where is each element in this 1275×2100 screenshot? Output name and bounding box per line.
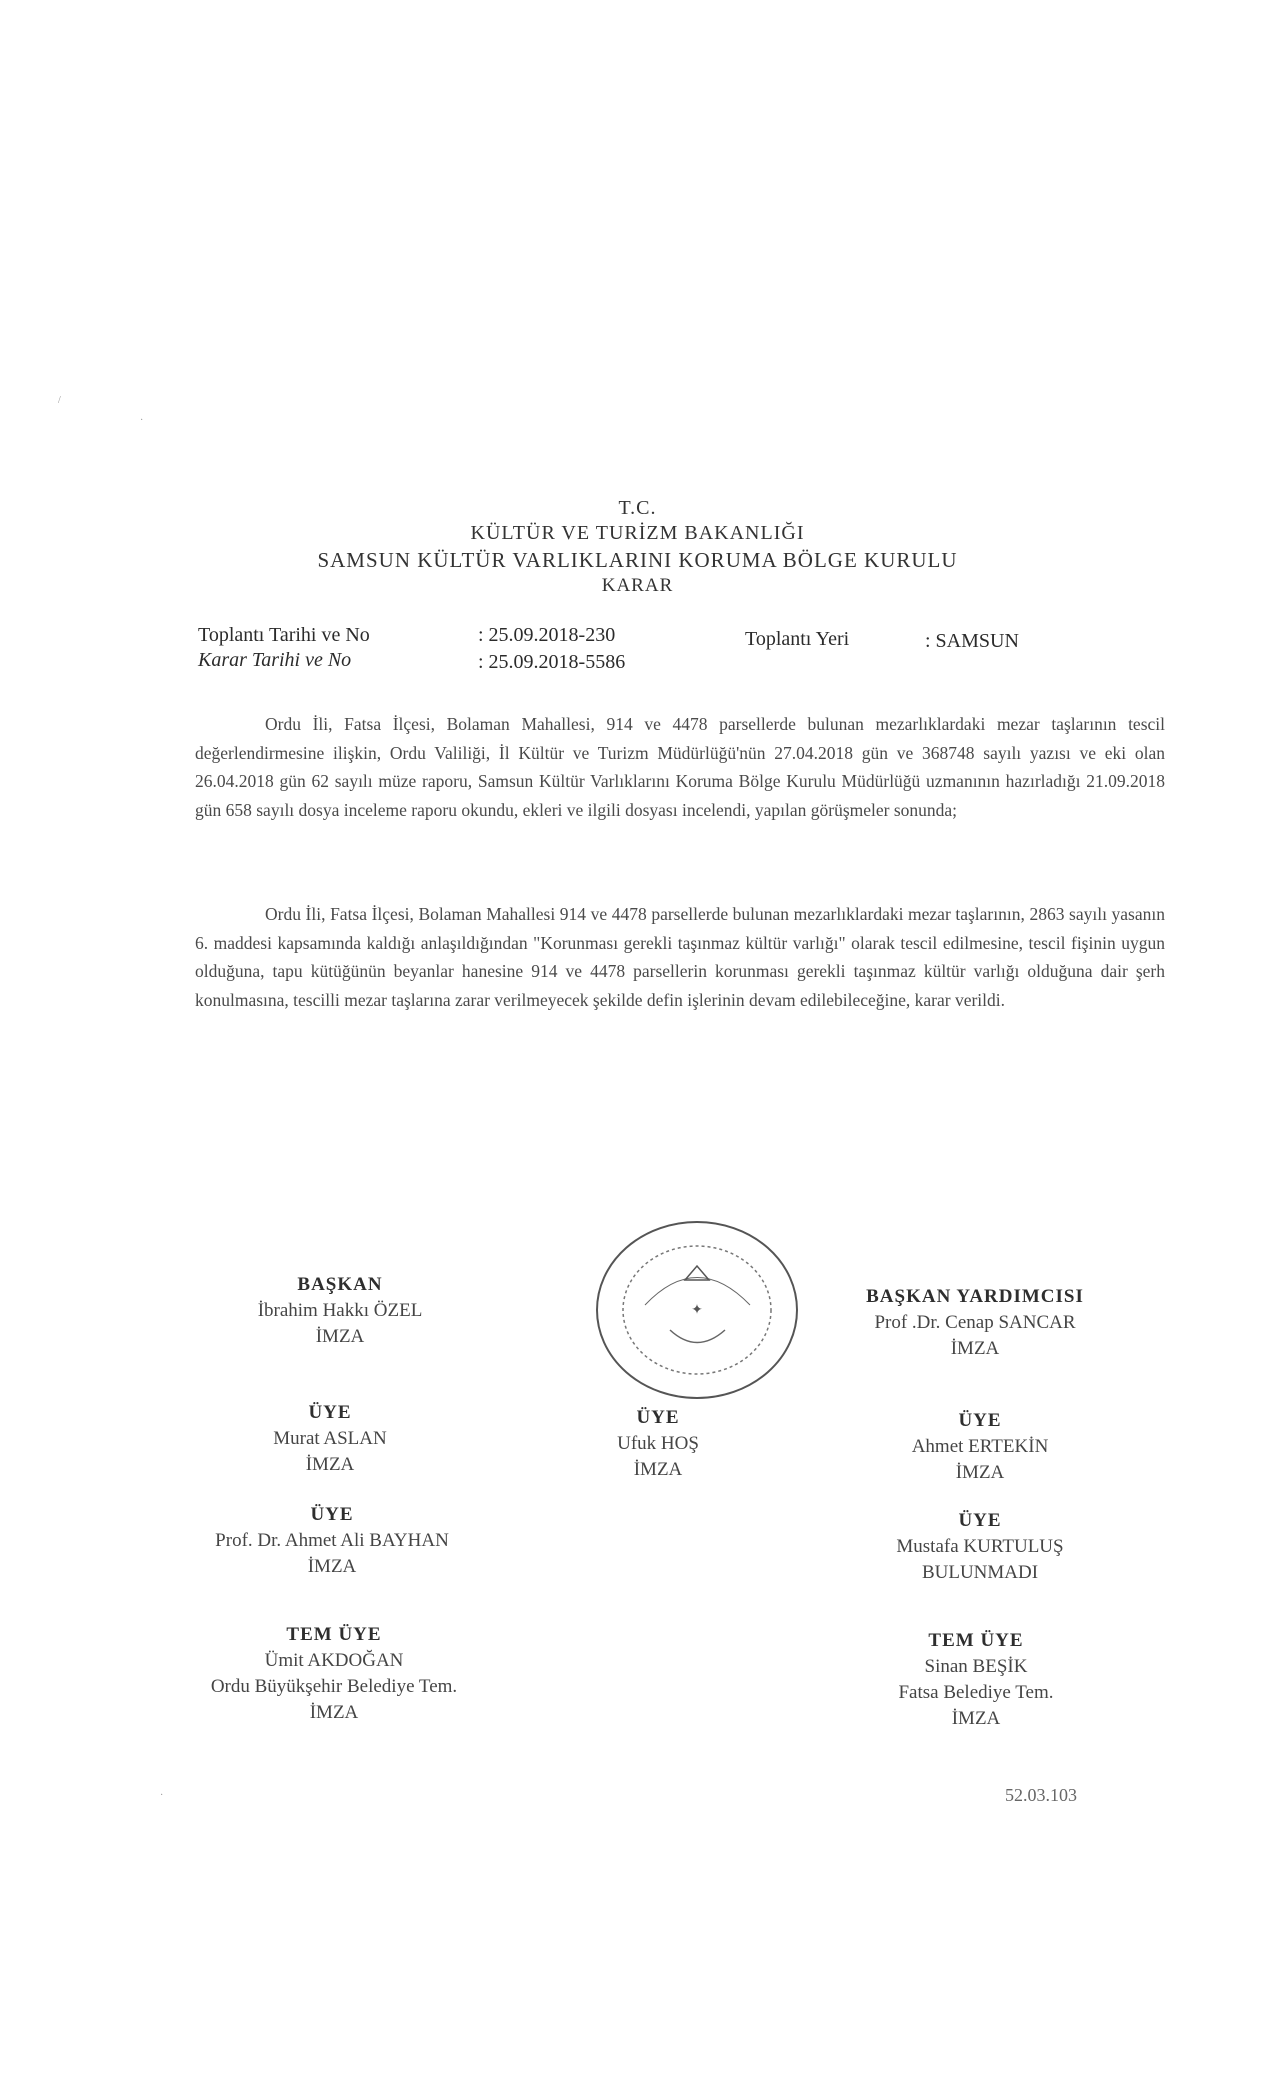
body-paragraph-2: Ordu İli, Fatsa İlçesi, Bolaman Mahallesi 914 ve 4478 parsellerde bulunan mezarlıklardaki mezar taşlarının, 2863 sayılı yasanın 6. maddesi kapsamında kaldığı anlaşıldığından "Korunması gerekli taşınmaz kültür varlığı" olarak tescil edilmesine, tescil fişinin uygun olduğuna, tapu kütüğünün beyanlar hanesine 914 ve 4478 parsellerin korunması gerekli taşınmaz kültür varlığı olduğuna dair şerh konulmasına, tescilli mezar taşlarına zarar verilmeyecek şekilde defin işlerinin devam edilebileceğine, karar verildi.	[195, 904, 1165, 1010]
meeting-date-label: Toplantı Tarihi ve No	[198, 624, 370, 646]
signature-status: İMZA	[307, 1556, 357, 1577]
signature-name: İbrahim Hakkı ÖZEL	[257, 1300, 423, 1321]
signature-name: Prof. Dr. Ahmet Ali BAYHAN	[215, 1530, 449, 1551]
signature-status: İMZA	[315, 1326, 365, 1347]
document-number: 52.03.103	[1005, 1785, 1077, 1805]
signature-status: İMZA	[305, 1454, 355, 1475]
signature-status: İMZA	[309, 1702, 359, 1723]
signature-title: BAŞKAN YARDIMCISI	[866, 1286, 1084, 1307]
signature-temporary-member	[776, 1628, 1176, 1732]
signature-org: Fatsa Belediye Tem.	[898, 1682, 1054, 1703]
header-karar: KARAR	[601, 575, 674, 596]
signature-name: Sinan BEŞİK	[924, 1656, 1028, 1677]
signature-org: Ordu Büyükşehir Belediye Tem.	[210, 1676, 458, 1697]
signature-status: İMZA	[955, 1462, 1005, 1483]
body-paragraph-1: Ordu İli, Fatsa İlçesi, Bolaman Mahallesi, 914 ve 4478 parsellerde bulunan mezarlıklardaki mezar taşlarının tescil değerlendirmesine ilişkin, Ordu Valiliği, İl Kültür ve Turizm Müdürlüğü'nün 27.04.2018 gün ve 368748 sayılı yazısı ve eki olan 26.04.2018 gün 62 sayılı müze raporu, Samsun Kültür Varlıklarını Koruma Bölge Kurulu Müdürlüğü uzmanının hazırladığı 21.09.2018 gün 658 sayılı dosya inceleme raporu okundu, ekleri ve ilgili dosyası incelendi, yapılan görüşmeler sonunda;	[195, 714, 1165, 820]
signature-name: Ufuk HOŞ	[617, 1433, 699, 1454]
header-ministry: KÜLTÜR VE TURİZM BAKANLIĞI	[470, 522, 805, 544]
meeting-date-value: : 25.09.2018-230	[478, 624, 616, 646]
signature-title: ÜYE	[308, 1402, 352, 1423]
signature-status: BULUNMADI	[921, 1562, 1039, 1583]
decision-date-value: : 25.09.2018-5586	[478, 651, 626, 673]
signature-title: ÜYE	[310, 1504, 354, 1525]
signature-name: Prof .Dr. Cenap SANCAR	[874, 1312, 1076, 1333]
signature-title: TEM ÜYE	[286, 1624, 382, 1645]
scan-speck: ·	[140, 415, 144, 426]
decision-date-label: Karar Tarihi ve No	[198, 649, 352, 671]
meeting-place-label: Toplantı Yeri	[745, 628, 850, 650]
signature-status: İMZA	[951, 1708, 1001, 1729]
header-tc: T.C.	[618, 497, 657, 519]
signature-status: İMZA	[950, 1338, 1000, 1359]
signature-status: İMZA	[633, 1459, 683, 1480]
signature-member	[132, 1502, 532, 1580]
signature-title: ÜYE	[958, 1410, 1002, 1431]
signature-title: TEM ÜYE	[928, 1630, 1024, 1651]
signature-name: Murat ASLAN	[273, 1428, 387, 1449]
signature-name: Mustafa KURTULUŞ	[896, 1536, 1064, 1557]
signature-member	[780, 1408, 1180, 1486]
signature-president	[140, 1272, 540, 1350]
scan-speck: ·	[160, 1790, 164, 1801]
signature-title: ÜYE	[636, 1407, 680, 1428]
signature-temporary-member	[134, 1622, 534, 1726]
signature-title: BAŞKAN	[297, 1274, 383, 1295]
scan-speck: /	[58, 395, 61, 406]
signature-title: ÜYE	[958, 1510, 1002, 1531]
meeting-place-value: : SAMSUN	[925, 630, 1019, 652]
signature-vice-president	[775, 1284, 1175, 1362]
signature-name: Ümit AKDOĞAN	[264, 1650, 404, 1671]
svg-text:✦: ✦	[691, 1302, 703, 1318]
signature-name: Ahmet ERTEKİN	[911, 1436, 1049, 1457]
signature-member	[780, 1508, 1180, 1586]
header-board: SAMSUN KÜLTÜR VARLIKLARINI KORUMA BÖLGE KURULU	[317, 548, 958, 572]
